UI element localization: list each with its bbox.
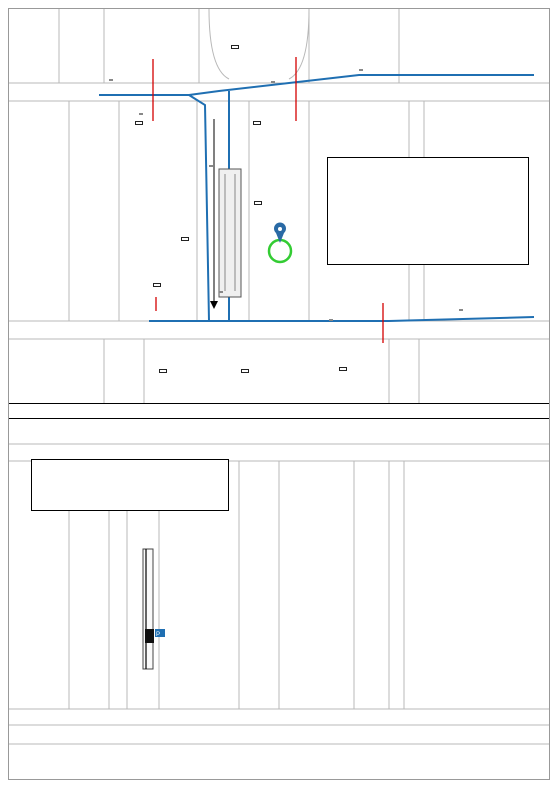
measure-label bbox=[359, 69, 363, 71]
bottom-trombonestraat-bay bbox=[143, 549, 165, 669]
location-marker bbox=[269, 223, 291, 262]
info-box bbox=[327, 157, 529, 265]
callout-10-9v-right bbox=[254, 201, 262, 205]
callout-7-4v bbox=[339, 367, 347, 371]
svg-text:P: P bbox=[156, 632, 161, 638]
parking-strip bbox=[219, 169, 241, 297]
callout-1-1v-top bbox=[231, 45, 239, 49]
measure-label bbox=[329, 319, 333, 321]
map-page bbox=[8, 8, 550, 780]
measure-label bbox=[209, 165, 213, 167]
callout-1-1v-left bbox=[135, 121, 143, 125]
measure-label bbox=[139, 113, 143, 115]
measure-label bbox=[459, 309, 463, 311]
document-caption bbox=[9, 403, 549, 419]
callout-11-9v bbox=[241, 369, 249, 373]
callout-1-1v-right bbox=[253, 121, 261, 125]
callout-9-8v bbox=[159, 369, 167, 373]
measure-label bbox=[219, 291, 223, 293]
callout-10-9v-left bbox=[181, 237, 189, 241]
instruction-note bbox=[31, 459, 229, 511]
reference-line bbox=[210, 119, 218, 309]
measure-label bbox=[109, 79, 113, 81]
map-canvas bbox=[9, 9, 549, 779]
measure-label bbox=[271, 81, 275, 83]
callout-3-1v bbox=[153, 283, 161, 287]
